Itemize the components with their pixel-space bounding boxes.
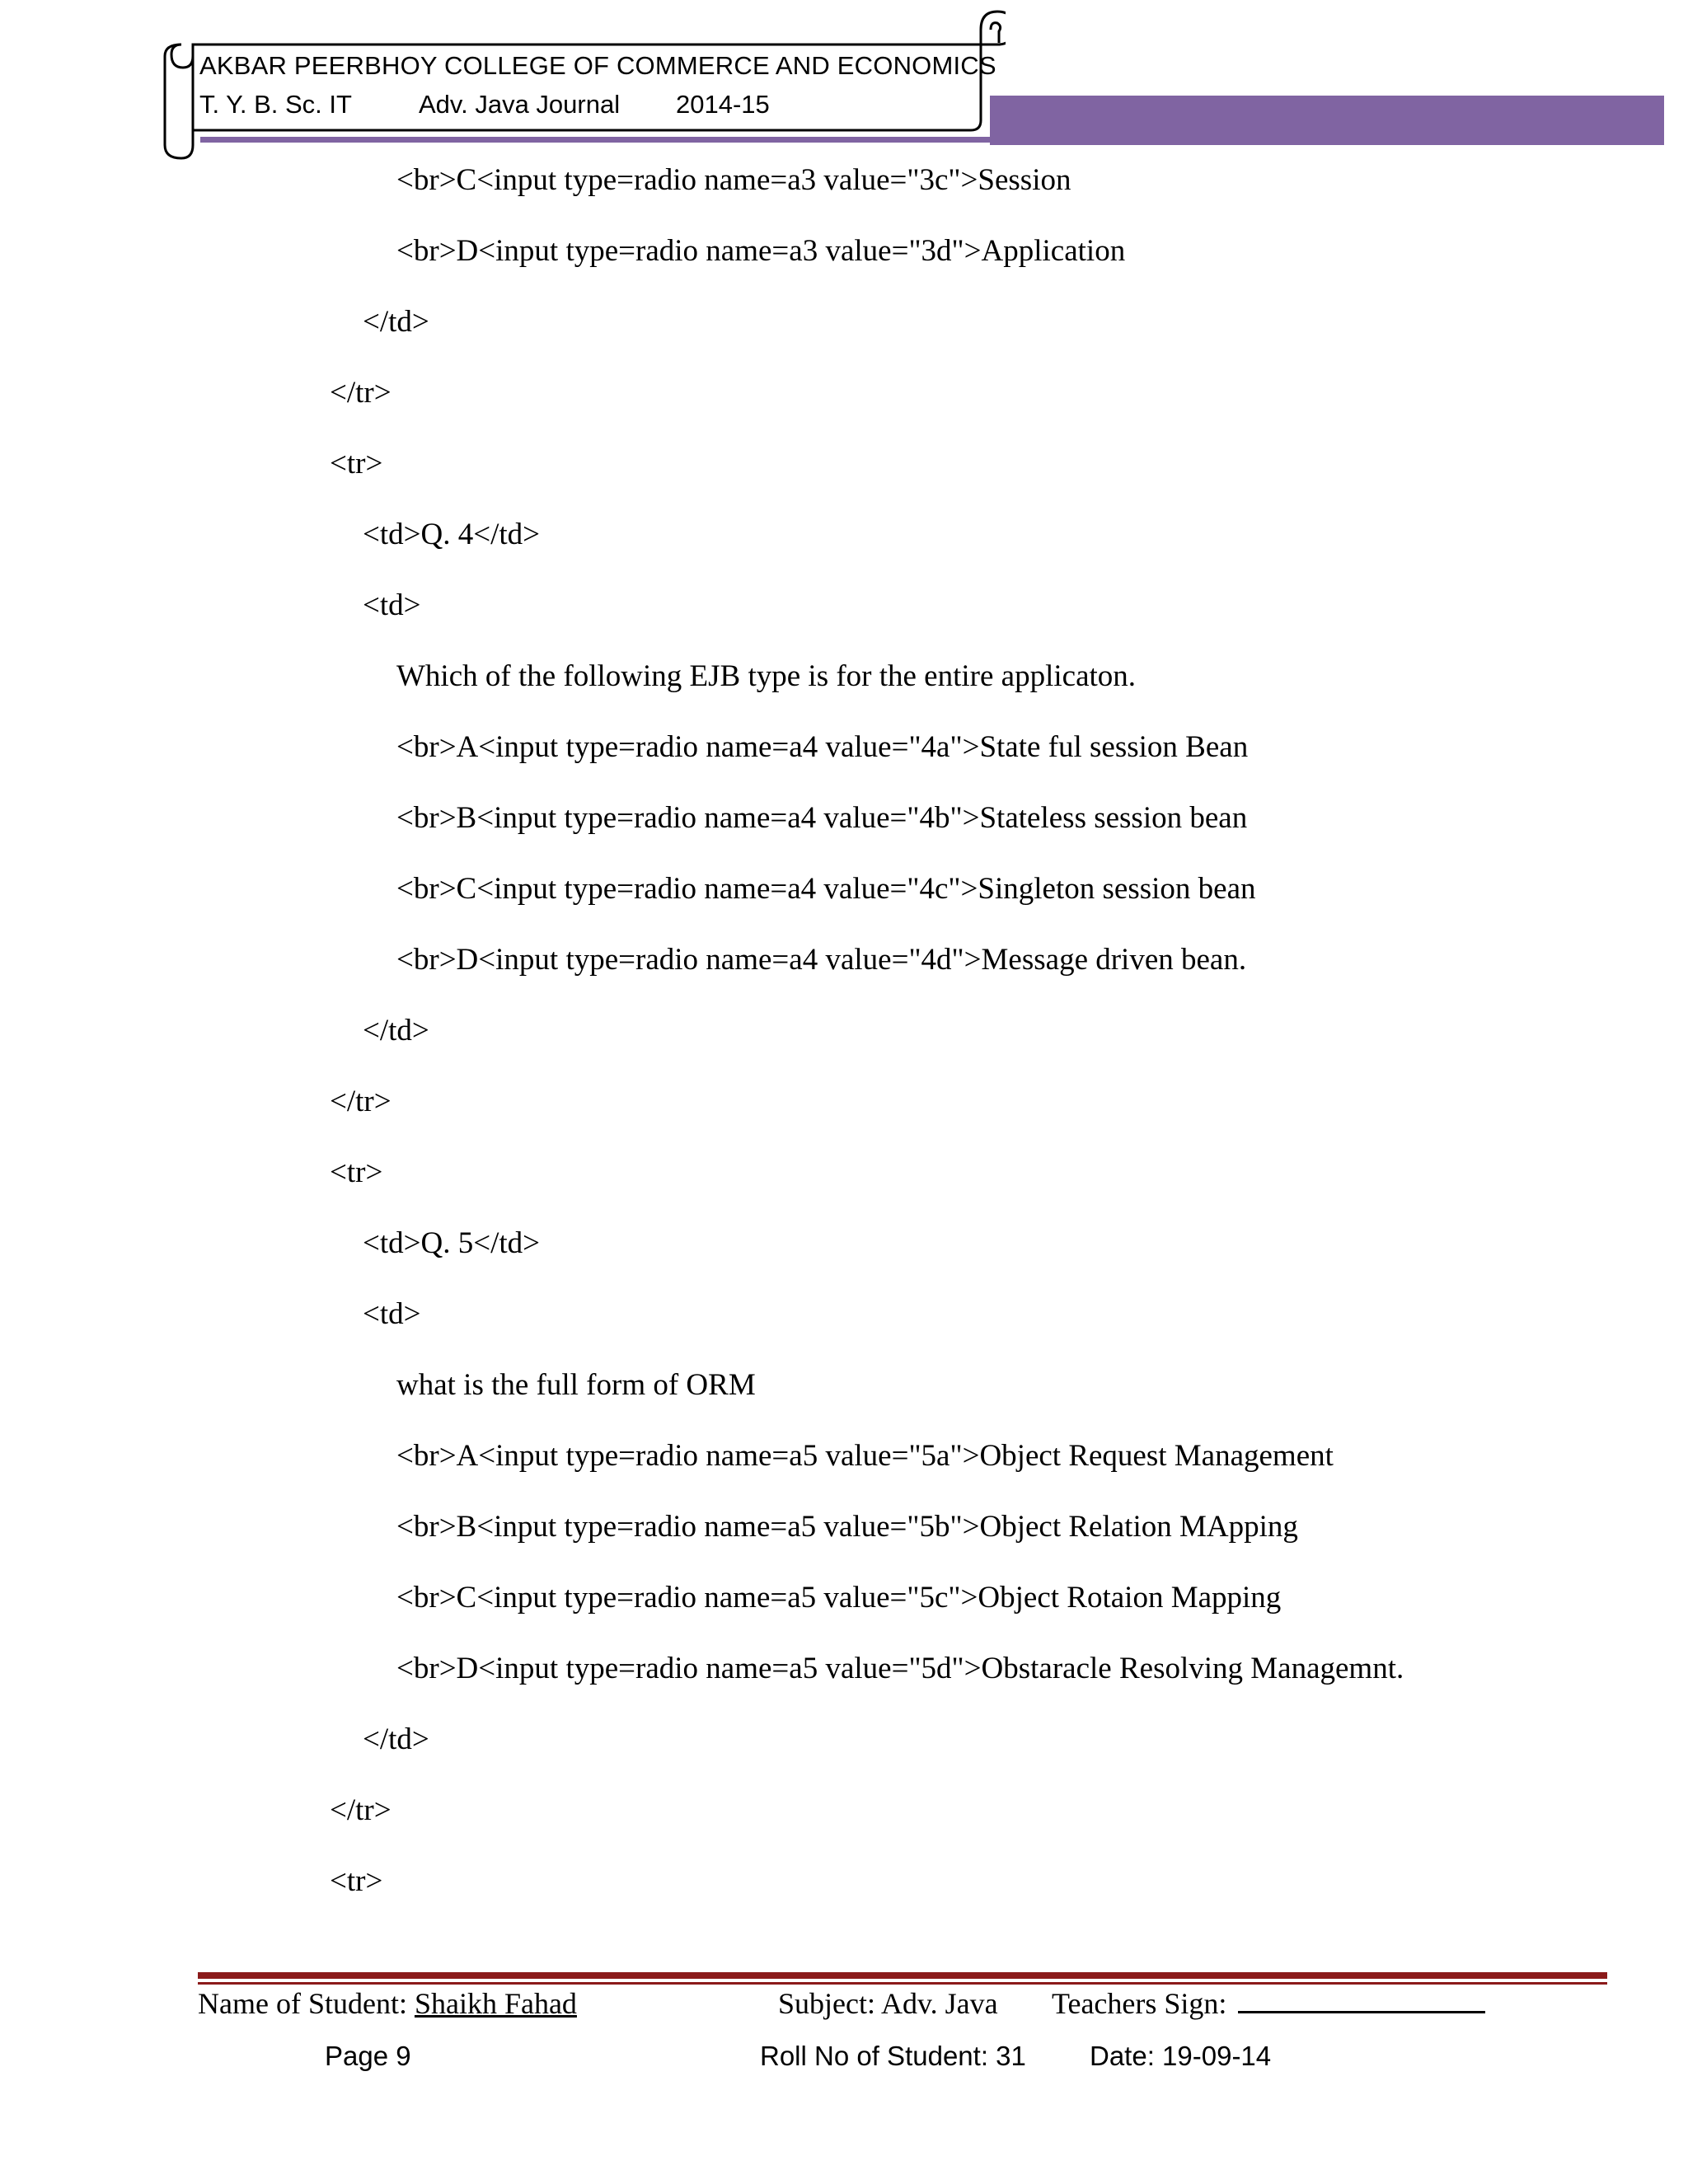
roll-number: Roll No of Student: 31 — [760, 2041, 1026, 2071]
code-line: <br>A<input type=radio name=a4 value="4a">State ful session Bean — [396, 730, 1249, 764]
page-number: Page 9 — [325, 2041, 411, 2071]
code-line: <br>B<input type=radio name=a4 value="4b">Stateless session bean — [396, 801, 1248, 835]
code-line: </td> — [363, 1722, 429, 1756]
code-line: <br>B<input type=radio name=a5 value="5b">Object Relation MApping — [396, 1510, 1298, 1544]
code-line: <td>Q. 4</td> — [363, 518, 541, 551]
header-subline — [199, 90, 770, 120]
class-label: T. Y. B. Sc. IT — [199, 90, 352, 119]
code-line: </tr> — [330, 1085, 392, 1118]
code-line: <td> — [363, 588, 421, 622]
code-line: what is the full form of ORM — [396, 1368, 756, 1402]
student-name — [198, 1986, 577, 2021]
year-label: 2014-15 — [676, 90, 770, 119]
code-line: <tr> — [330, 1864, 383, 1898]
subject-label: Subject: Adv. Java — [778, 1987, 998, 2020]
code-line: <br>C<input type=radio name=a4 value="4c">Singleton session bean — [396, 872, 1256, 906]
code-line: Which of the following EJB type is for the entire applicaton. — [396, 659, 1137, 693]
signature-line — [1238, 1986, 1485, 2013]
teachers-sign — [1052, 1986, 1485, 2021]
journal-label: Adv. Java Journal — [419, 90, 621, 119]
teachers-sign-label: Teachers Sign: — [1052, 1987, 1227, 2020]
code-line: <br>C<input type=radio name=a3 value="3c">Session — [396, 163, 1071, 197]
student-name-label: Name of Student: — [198, 1987, 407, 2020]
footer-rule — [198, 1972, 1607, 1979]
page-header — [157, 5, 1665, 162]
header-accent-bar — [990, 96, 1664, 145]
code-line: <br>C<input type=radio name=a5 value="5c">Object Rotaion Mapping — [396, 1581, 1282, 1615]
code-line: </tr> — [330, 1793, 392, 1827]
code-line: <br>A<input type=radio name=a5 value="5a">Object Request Management — [396, 1439, 1334, 1473]
college-name: AKBAR PEERBHOY COLLEGE OF COMMERCE AND ECONOMICS — [199, 51, 996, 80]
student-name-value: Shaikh Fahad — [414, 1987, 577, 2020]
code-line: <td>Q. 5</td> — [363, 1226, 541, 1260]
code-line: </td> — [363, 1014, 429, 1047]
code-line: <br>D<input type=radio name=a4 value="4d">Message driven bean. — [396, 943, 1247, 977]
code-line: <tr> — [330, 447, 383, 480]
code-line: <td> — [363, 1297, 421, 1331]
code-line: <tr> — [330, 1155, 383, 1189]
code-line: <br>D<input type=radio name=a5 value="5d">Obstaracle Resolving Managemnt. — [396, 1652, 1404, 1685]
code-line: <br>D<input type=radio name=a3 value="3d">Application — [396, 234, 1126, 268]
code-line: </td> — [363, 305, 429, 339]
scroll-banner-icon — [157, 5, 1006, 162]
footer-rule-thin — [198, 1982, 1607, 1985]
date-label: Date: 19-09-14 — [1090, 2041, 1272, 2071]
code-line: </tr> — [330, 376, 392, 410]
